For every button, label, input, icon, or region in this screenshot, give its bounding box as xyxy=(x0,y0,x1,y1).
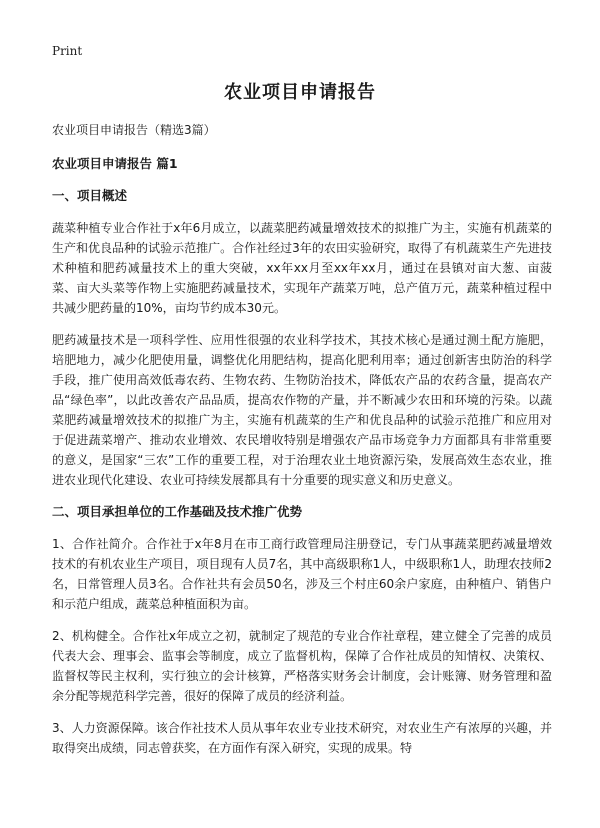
document-title: 农业项目申请报告 xyxy=(224,82,376,103)
paragraph: 1、合作社简介。合作社于x年8月在市工商行政管理局注册登记，专门从事蔬菜肥药减量增效技术的有机农业生产项目，项目现有人员7名，其中高级职称1人，中级职称1人，助理农技师2名，日常管理人员3名。合作社共有会员50名，涉及三个村庄60余户家庭，由种植户、销售户和示范户组成，蔬菜总种植面积为亩。 xyxy=(52,537,552,611)
paragraph: 3、人力资源保障。该合作社技术人员从事年农业专业技术研究，对农业生产有浓厚的兴趣，并取得突出成绩，同志曾获奖，在方面作有深入研究，实现的成果。特 xyxy=(52,721,552,755)
paragraph: 肥药减量技术是一项科学性、应用性很强的农业科学技术，其技术核心是通过测土配方施肥，培肥地力，减少化肥使用量，调整优化用肥结构，提高化肥利用率；通过创新害虫防治的科学手段，推广使用高效低毒农药、生物农药、生物防治技术，降低农产品的农药含量，提高农产品“绿色率”，以此改善农产品品质，提高农作物的产量，并不断减少农田和环境的污染。以蔬菜肥药减量增效技术的拟推广为主，实施有机蔬菜的生产和优良品种的试验示范推广和应用对于促进蔬菜增产、推动农业增效、农民增收特别是增强农产品市场竞争力方面都具有非常重要的意义，是国家“三农”工作的重要工程，对于治理农业土地资源污染，发展高效生态农业，推进农业现代化建设、农业可持续发展都具有十分重要的现实意义和历史意义。 xyxy=(52,333,552,487)
section-heading-overview: 一、项目概述 xyxy=(52,188,128,203)
print-link[interactable]: Print xyxy=(52,44,83,58)
document-body xyxy=(52,120,552,770)
paragraph: 蔬菜种植专业合作社于x年6月成立，以蔬菜肥药减量增效技术的拟推广为主，实施有机蔬菜的生产和优良品种的试验示范推广。合作社经过3年的农田实验研究，取得了有机蔬菜生产先进技术种植和肥药减量技术上的重大突破，xx年xx月至xx年xx月，通过在县镇对亩大葱、亩菠菜、亩大头菜等作物上实施肥药减量技术，实现年产蔬菜万吨，总产值万元，蔬菜种植过程中共减少肥药量的10%，亩均节约成本30元。 xyxy=(52,221,552,315)
article-heading: 农业项目申请报告 篇1 xyxy=(52,156,178,171)
paragraph: 2、机构健全。合作社x年成立之初，就制定了规范的专业合作社章程，建立健全了完善的成员代表大会、理事会、监事会等制度，成立了监督机构，保障了合作社成员的知情权、决策权、监督权等民主权利，实行独立的会计核算，严格落实财务会计制度，会计账簿、财务管理和盈余分配等规范科学完善，很好的保障了成员的经济利益。 xyxy=(52,629,552,703)
document-subtitle: 农业项目申请报告（精选3篇） xyxy=(52,123,216,137)
section-heading-foundation: 二、项目承担单位的工作基础及技术推广优势 xyxy=(52,504,303,519)
